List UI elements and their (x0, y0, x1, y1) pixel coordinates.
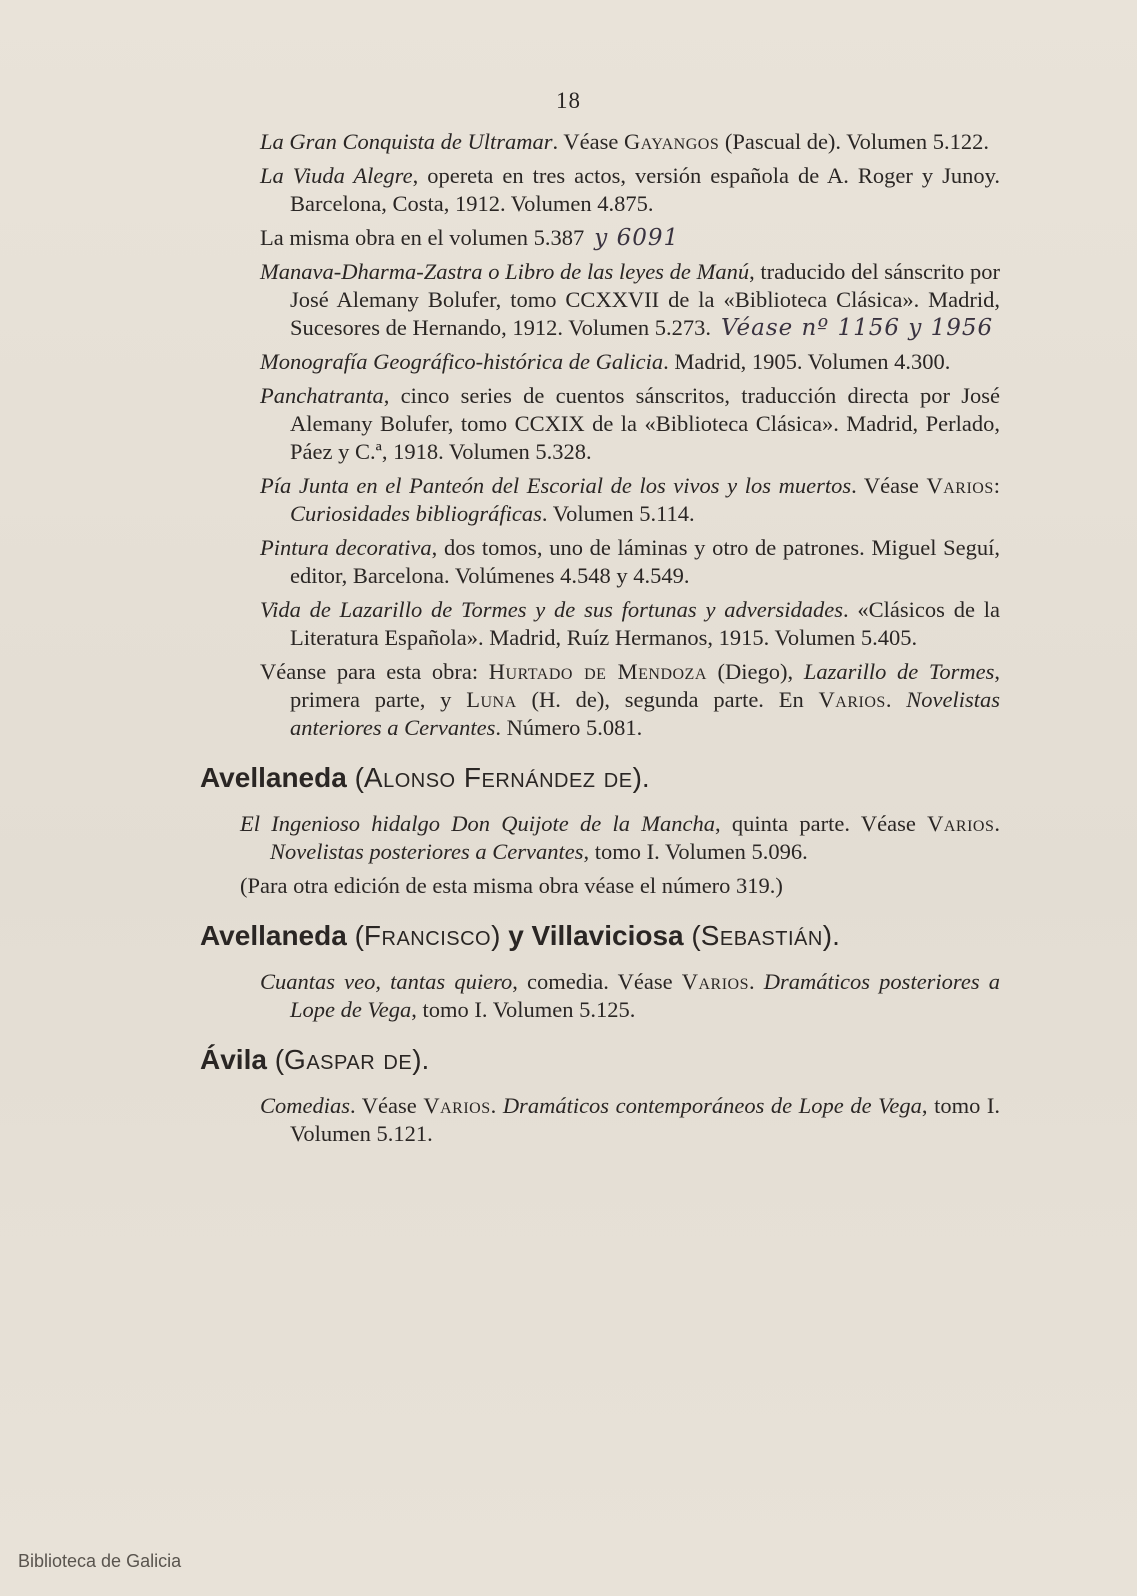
entry: Pintura decorativa, dos tomos, uno de láminas y otro de patrones. Miguel Seguí, editor, Barcelona. Volúmenes 4.548 y 4.549. (260, 535, 1000, 588)
entry-title: La Gran Conquista de Ultramar (260, 129, 553, 154)
entry-list-avellaneda (240, 810, 1000, 900)
entry: El Ingenioso hidalgo Don Quijote de la Mancha, quinta parte. Véase Varios. Novelistas posteriores a Cervantes, tomo I. Volumen 5.096. (240, 811, 1000, 864)
entry: La Gran Conquista de Ultramar. Véase Gayangos (Pascual de). Volumen 5.122. (260, 129, 989, 154)
entry-list-avellaneda-villaviciosa (260, 968, 1000, 1024)
entry: La misma obra en el volumen 5.387 y 6091 (260, 225, 680, 251)
entry-title: El Ingenioso hidalgo Don Quijote de la Mancha (240, 811, 716, 836)
handwritten-annotation: y 6091 (594, 225, 680, 251)
handwritten-annotation: Véase nº 1156 y 1956 (721, 315, 994, 341)
entry-list-anonymous (260, 128, 1000, 742)
entry-title: La Viuda Alegre (260, 163, 413, 188)
entry: Vida de Lazarillo de Tormes y de sus fortunas y adversidades. «Clásicos de la Literatura Española». Madrid, Ruíz Hermanos, 1915. Volumen 5.405. (260, 597, 1000, 650)
cross-reference-note: Véanse para esta obra: Hurtado de Mendoza (Diego), Lazarillo de Tormes, primera parte, y Luna (H. de), segunda parte. En Varios. Novelistas anteriores a Cervantes. Número 5.081. (260, 659, 1000, 740)
entry-title: Comedias (260, 1093, 350, 1118)
author-heading: Avellaneda (Francisco) y Villaviciosa (Sebastián). (200, 920, 840, 951)
entry: Manava-Dharma-Zastra o Libro de las leyes de Manú, traducido del sánscrito por José Alemany Bolufer, tomo CCXXVII de la «Biblioteca Clásica». Madrid, Sucesores de Hernando, 1912. Volumen 5.273. Véase nº 1156 y 1956 (260, 259, 1000, 341)
entry-title: Pía Junta en el Panteón del Escorial de los vivos y los muertos (260, 473, 852, 498)
entry-title: Monografía Geográfico-histórica de Galicia (260, 349, 664, 374)
entry: La Viuda Alegre, opereta en tres actos, versión española de A. Roger y Junoy. Barcelona, Costa, 1912. Volumen 4.875. (260, 163, 1000, 216)
author-heading: Ávila (Gaspar de). (200, 1044, 430, 1075)
library-watermark: Biblioteca de Galicia (18, 1551, 182, 1571)
edition-note: (Para otra edición de esta misma obra véase el número 319.) (240, 873, 783, 898)
page-number: 18 (556, 88, 581, 113)
entry: Panchatranta, cinco series de cuentos sánscritos, traducción directa por José Alemany Bolufer, tomo CCXIX de la «Biblioteca Clásica». Madrid, Perlado, Páez y C.ª, 1918. Volumen 5.328. (260, 383, 1000, 464)
entry: Pía Junta en el Panteón del Escorial de los vivos y los muertos. Véase Varios: Curiosidades bibliográficas. Volumen 5.114. (260, 473, 1001, 526)
entry-title: Manava-Dharma-Zastra o Libro de las leyes de Manú (260, 259, 750, 284)
author-heading: Avellaneda (Alonso Fernández de). (200, 762, 650, 793)
entry: Comedias. Véase Varios. Dramáticos contemporáneos de Lope de Vega, tomo I. Volumen 5.121. (260, 1093, 1001, 1146)
entry: Cuantas veo, tantas quiero, comedia. Véase Varios. Dramáticos posteriores a Lope de Vega, tomo I. Volumen 5.125. (260, 969, 1001, 1022)
entry-title: Vida de Lazarillo de Tormes y de sus fortunas y adversidades (260, 597, 843, 622)
entry: Monografía Geográfico-histórica de Galicia. Madrid, 1905. Volumen 4.300. (260, 349, 951, 374)
page-body (200, 128, 1000, 1154)
entry-title: Cuantas veo, tantas quiero (260, 969, 513, 994)
entry-title: Panchatranta (260, 383, 384, 408)
entry-list-avila (260, 1092, 1000, 1148)
entry-title: Pintura decorativa (260, 535, 432, 560)
